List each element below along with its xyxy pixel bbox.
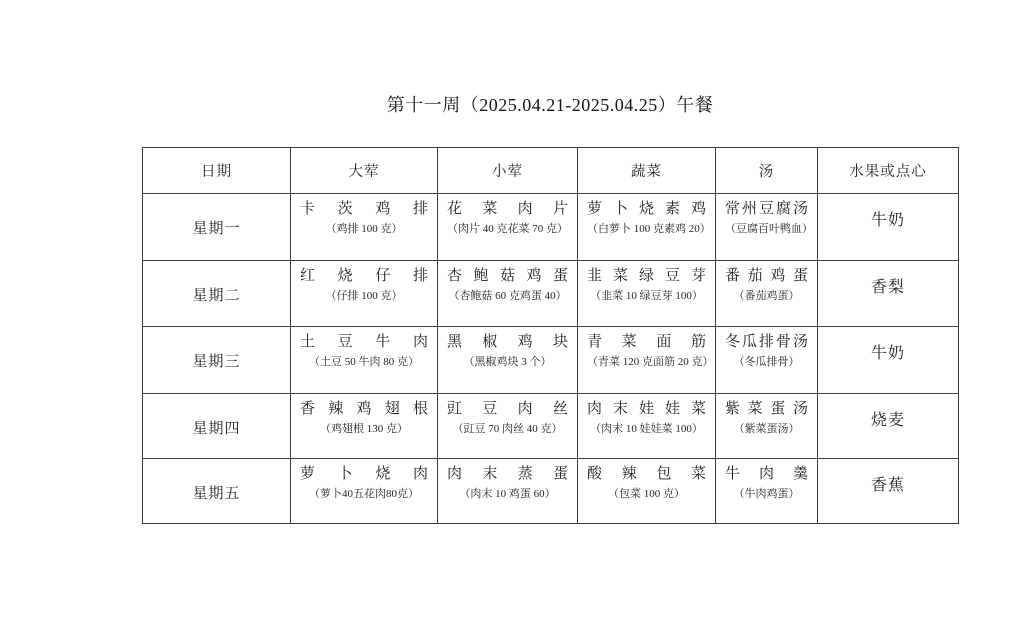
dish-name: 冬瓜排骨汤 — [725, 334, 808, 350]
page-title: 第十一周（2025.04.21-2025.04.25）午餐 — [386, 95, 714, 115]
column-header-main-dish: 大荤 — [291, 148, 438, 194]
dish-name: 卡茨鸡排 — [300, 201, 428, 217]
small-dish-cell — [438, 394, 578, 459]
small-dish-cell — [438, 261, 578, 327]
dessert-label: 牛奶 — [818, 194, 959, 261]
dish-name: 萝卜烧肉 — [300, 466, 428, 482]
small-dish-cell — [438, 194, 578, 261]
soup-cell — [716, 459, 818, 524]
dish-name: 香辣鸡翅根 — [300, 401, 428, 417]
table-row-tuesday — [143, 261, 959, 327]
dish-portion: （青菜 120 克面筋 20 克） — [587, 356, 714, 368]
soup-cell — [716, 327, 818, 394]
vegetable-cell — [578, 194, 716, 261]
vegetable-cell — [578, 327, 716, 394]
dish-portion: （鸡排 100 克） — [325, 223, 403, 235]
dessert-label: 香蕉 — [818, 459, 959, 524]
header-row — [143, 148, 959, 194]
soup-cell — [716, 194, 818, 261]
dish-name: 豇豆肉丝 — [447, 401, 568, 417]
dish-name: 萝卜烧素鸡 — [587, 201, 706, 217]
day-label: 星期四 — [143, 394, 291, 459]
dish-portion: （肉末 10 鸡蛋 60） — [459, 488, 556, 500]
table-row-friday — [143, 459, 959, 524]
day-label: 星期五 — [143, 459, 291, 524]
main-dish-cell — [291, 194, 438, 261]
day-label: 星期二 — [143, 261, 291, 327]
vegetable-cell — [578, 394, 716, 459]
main-dish-cell — [291, 261, 438, 327]
table-row-thursday — [143, 394, 959, 459]
vegetable-cell — [578, 261, 716, 327]
dish-portion: （肉末 10 娃娃菜 100） — [590, 423, 703, 435]
table-row-wednesday — [143, 327, 959, 394]
dish-name: 常州豆腐汤 — [725, 201, 808, 217]
table-row-monday — [143, 194, 959, 261]
dish-portion: （肉片 40 克花菜 70 克） — [447, 223, 568, 235]
dish-portion: （豆腐百叶鸭血） — [725, 223, 813, 235]
column-header-soup: 汤 — [716, 148, 818, 194]
dish-portion: （鸡翅根 130 克） — [320, 423, 408, 435]
dish-name: 杏鲍菇鸡蛋 — [447, 268, 568, 284]
day-label: 星期三 — [143, 327, 291, 394]
soup-cell — [716, 261, 818, 327]
dish-name: 青菜面筋 — [587, 334, 706, 350]
day-label: 星期一 — [143, 194, 291, 261]
soup-cell — [716, 394, 818, 459]
dish-portion: （杏鲍菇 60 克鸡蛋 40） — [448, 290, 567, 302]
main-dish-cell — [291, 459, 438, 524]
dish-name: 红烧仔排 — [300, 268, 428, 284]
column-header-small-dish: 小荤 — [438, 148, 578, 194]
dish-name: 黑椒鸡块 — [447, 334, 568, 350]
dish-name: 花菜肉片 — [447, 201, 568, 217]
dish-portion: （牛肉鸡蛋） — [733, 488, 800, 500]
dish-portion: （萝卜40五花肉80克） — [309, 488, 419, 500]
dessert-label: 牛奶 — [818, 327, 959, 394]
dessert-label: 香梨 — [818, 261, 959, 327]
dish-name: 酸辣包菜 — [587, 466, 706, 482]
dish-portion: （豇豆 70 肉丝 40 克） — [452, 423, 563, 435]
dish-portion: （包菜 100 克） — [608, 488, 685, 500]
dish-name: 紫菜蛋汤 — [725, 401, 808, 417]
dish-portion: （韭菜 10 绿豆芽 100） — [590, 290, 703, 302]
dish-name: 牛肉羹 — [725, 466, 808, 482]
dish-portion: （白萝卜 100 克素鸡 20） — [587, 223, 711, 235]
main-dish-cell — [291, 327, 438, 394]
dish-name: 韭菜绿豆芽 — [587, 268, 706, 284]
lunch-menu-table — [142, 147, 959, 524]
dish-portion: （冬瓜排骨） — [733, 356, 800, 368]
vegetable-cell — [578, 459, 716, 524]
dish-portion: （紫菜蛋汤） — [733, 423, 800, 435]
dish-name: 肉末娃娃菜 — [587, 401, 706, 417]
dish-portion: （仔排 100 克） — [325, 290, 403, 302]
small-dish-cell — [438, 459, 578, 524]
dessert-label: 烧麦 — [818, 394, 959, 459]
dish-name: 肉末蒸蛋 — [447, 466, 568, 482]
column-header-fruit-dessert: 水果或点心 — [818, 148, 959, 194]
main-dish-cell — [291, 394, 438, 459]
small-dish-cell — [438, 327, 578, 394]
dish-portion: （土豆 50 牛肉 80 克） — [309, 356, 419, 368]
dish-name: 土豆牛肉 — [300, 334, 428, 350]
dish-name: 番茄鸡蛋 — [725, 268, 808, 284]
dish-portion: （番茄鸡蛋） — [733, 290, 800, 302]
dish-portion: （黑椒鸡块 3 个） — [463, 356, 552, 368]
column-header-date: 日期 — [143, 148, 291, 194]
column-header-vegetable: 蔬菜 — [578, 148, 716, 194]
